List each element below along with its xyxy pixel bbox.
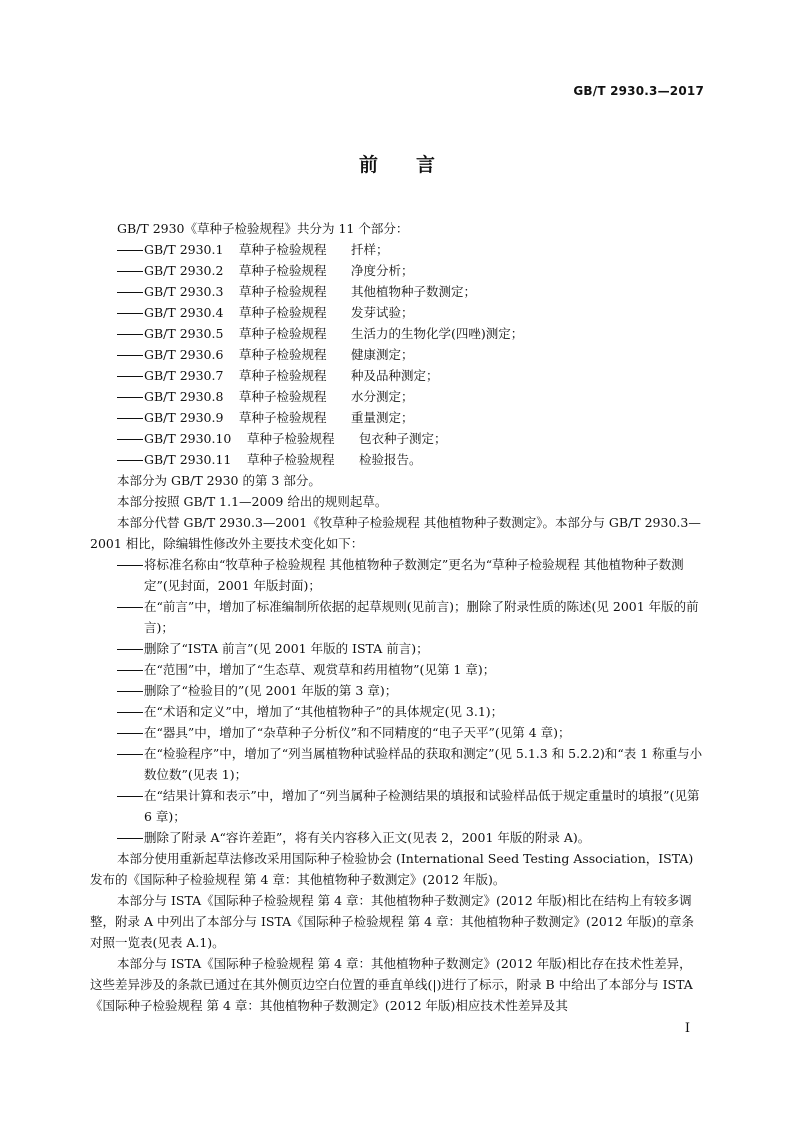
part-item: GB/T 2930.4 草种子检验规程 发芽试验；: [90, 302, 704, 323]
structure-difference-paragraph: 本部分与 ISTA《国际种子检验规程 第 4 章：其他植物种子数测定》(2012 年版)相比在结构上有较多调整，附录 A 中列出了本部分与 ISTA《国际种子检验规程 第 4 章：其他植物种子数测定》(2012 年版)的章条对照一览表(见表 A.1)。: [90, 893, 695, 950]
part-item: GB/T 2930.2 草种子检验规程 净度分析；: [90, 260, 704, 281]
change-item: 删除了“ISTA 前言”(见 2001 年版的 ISTA 前言)；: [90, 638, 704, 659]
change-item: 删除了“检验目的”(见 2001 年版的第 3 章)；: [90, 680, 704, 701]
change-item: 在“前言”中，增加了标准编制所依据的起草规则(见前言)；删除了附录性质的陈述(见 2001 年版的前言)；: [90, 596, 704, 638]
part-item: GB/T 2930.10 草种子检验规程 包衣种子测定；: [90, 428, 704, 449]
change-item: 在“结果计算和表示”中，增加了“列当属种子检测结果的填报和试验样品低于规定重量时的填报”(见第 6 章)；: [90, 785, 704, 827]
technical-difference-paragraph: 本部分与 ISTA《国际种子检验规程 第 4 章：其他植物种子数测定》(2012 年版)相比存在技术性差异，这些差异涉及的条款已通过在其外侧页边空白位置的垂直单线(|)进行了标示，附录 B 中给出了本部分与 ISTA《国际种子检验规程 第 4 章：其他植物种子数测定》(2012 年版)相应技术性差异及其: [90, 956, 693, 1013]
change-item: 将标准名称由“牧草种子检验规程 其他植物种子数测定”更名为“草种子检验规程 其他植物种子数测定”(见封面，2001 年版封面)；: [90, 554, 704, 596]
part-number-paragraph: 本部分为 GB/T 2930 的第 3 部分。: [117, 473, 321, 488]
part-item: GB/T 2930.11 草种子检验规程 检验报告。: [90, 449, 704, 470]
title-char-1: 前: [358, 154, 378, 176]
part-item: GB/T 2930.5 草种子检验规程 生活力的生物化学(四唑)测定；: [90, 323, 704, 344]
part-item: GB/T 2930.8 草种子检验规程 水分测定；: [90, 386, 704, 407]
part-item: GB/T 2930.7 草种子检验规程 种及品种测定；: [90, 365, 704, 386]
part-item: GB/T 2930.3 草种子检验规程 其他植物种子数测定；: [90, 281, 704, 302]
part-item: GB/T 2930.9 草种子检验规程 重量测定；: [90, 407, 704, 428]
part-item: GB/T 2930.6 草种子检验规程 健康测定；: [90, 344, 704, 365]
drafting-rules-paragraph: 本部分按照 GB/T 1.1—2009 给出的规则起草。: [117, 494, 388, 509]
title-char-2: 言: [416, 154, 436, 176]
page-number: I: [684, 1021, 690, 1036]
parts-list: [90, 239, 704, 470]
ista-adoption-paragraph: 本部分使用重新起草法修改采用国际种子检验协会 (International Seed Testing Association，ISTA)发布的《国际种子检验规程 第 4 章：其他植物种子数测定》(2012 年版)。: [90, 851, 694, 887]
page-title: [0, 150, 794, 177]
change-item: 在“器具”中，增加了“杂草种子分析仪”和不同精度的“电子天平”(见第 4 章)；: [90, 722, 704, 743]
change-item: 删除了附录 A“容许差距”，将有关内容移入正文(见表 2，2001 年版的附录 A)。: [90, 827, 704, 848]
change-item: 在“术语和定义”中，增加了“其他植物种子”的具体规定(见 3.1)；: [90, 701, 704, 722]
change-item: 在“范围”中，增加了“生态草、观赏草和药用植物”(见第 1 章)；: [90, 659, 704, 680]
change-item: 在“检验程序”中，增加了“列当属植物种试验样品的获取和测定”(见 5.1.3 和 5.2.2)和“表 1 称重与小数位数”(见表 1)；: [90, 743, 704, 785]
changes-list: [90, 554, 704, 848]
foreword-body: [90, 218, 704, 1016]
standard-code: GB/T 2930.3—2017: [573, 84, 704, 98]
part-item: GB/T 2930.1 草种子检验规程 扦样；: [90, 239, 704, 260]
intro-paragraph: GB/T 2930《草种子检验规程》共分为 11 个部分：: [117, 221, 409, 236]
replacement-paragraph: 本部分代替 GB/T 2930.3—2001《牧草种子检验规程 其他植物种子数测定》。本部分与 GB/T 2930.3—2001 相比，除编辑性修改外主要技术变化如下：: [90, 515, 701, 551]
